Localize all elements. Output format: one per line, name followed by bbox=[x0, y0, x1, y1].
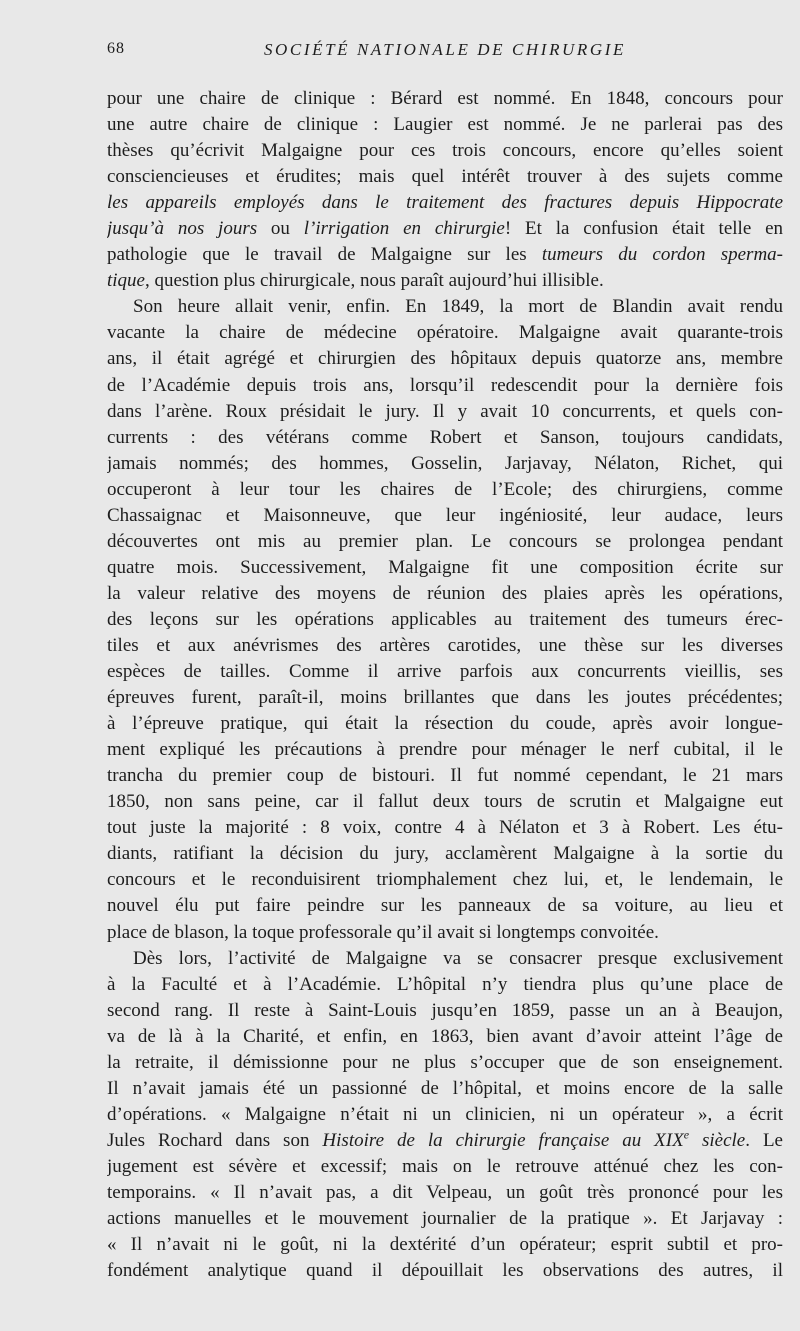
text-segment: tout juste la majorité : 8 voix, contre 4 à Nélaton et 3 à Robert. Les étu- bbox=[107, 817, 783, 839]
text-line bbox=[107, 841, 783, 867]
text-segment: jamais nommés; des hommes, Gosselin, Jarjavay, Nélaton, Richet, qui bbox=[107, 452, 783, 474]
text-segment: Jules Rochard dans son bbox=[107, 1129, 323, 1151]
text-segment: ! Et la confusion était telle en bbox=[504, 218, 783, 240]
text-line bbox=[107, 815, 783, 841]
text-segment: des leçons sur les opérations applicables au traitement des tumeurs érec- bbox=[107, 608, 783, 630]
text-segment: épreuves furent, paraît-il, moins brillantes que dans les joutes précédentes; bbox=[107, 687, 783, 709]
text-segment: Dès lors, l’activité de Malgaigne va se consacrer presque exclusivement bbox=[133, 947, 783, 969]
text-line bbox=[107, 789, 783, 815]
text-line bbox=[107, 1128, 783, 1154]
text-segment: la valeur relative des moyens de réunion des plaies après les opérations, bbox=[107, 582, 783, 604]
text-line bbox=[107, 320, 783, 346]
text-line bbox=[107, 346, 783, 372]
text-line bbox=[107, 112, 783, 138]
italic-text: les appareils employés dans le traitement des fractures depuis Hippocrate bbox=[107, 192, 783, 214]
text-line bbox=[107, 373, 783, 399]
text-line bbox=[107, 138, 783, 164]
italic-text: Histoire de la chirurgie française au XIX bbox=[322, 1129, 684, 1151]
text-line bbox=[107, 867, 783, 893]
text-line bbox=[107, 451, 783, 477]
text-line bbox=[107, 659, 783, 685]
text-segment: trancha du premier coup de bistouri. Il fut nommé cependant, le 21 mars bbox=[107, 765, 783, 787]
text-segment: vacante la chaire de médecine opératoire. Malgaigne avait quarante-trois bbox=[107, 322, 783, 344]
text-line bbox=[107, 633, 783, 659]
text-segment: nouvel élu put faire peindre sur les panneaux de sa voiture, au lieu et bbox=[107, 895, 783, 917]
text-segment: diants, ratifiant la décision du jury, acclamèrent Malgaigne à la sortie du bbox=[107, 843, 783, 865]
text-segment: place de blason, la toque professorale qu’il avait si longtemps convoitée. bbox=[107, 921, 659, 943]
text-line bbox=[107, 242, 783, 268]
text-segment: dans l’arène. Roux présidait le jury. Il y avait 10 concurrents, et quels con- bbox=[107, 400, 783, 422]
text-segment: de l’Académie depuis trois ans, lorsqu’il redescendit pour la dernière fois bbox=[107, 374, 783, 396]
text-line bbox=[107, 737, 783, 763]
text-line bbox=[107, 1232, 783, 1258]
text-segment: une autre chaire de clinique : Laugier est nommé. Je ne parlerai pas des bbox=[107, 114, 783, 136]
text-segment: pour une chaire de clinique : Bérard est nommé. En 1848, concours pour bbox=[107, 88, 783, 109]
text-segment: thèses qu’écrivit Malgaigne pour ces trois concours, encore qu’elles soient bbox=[107, 140, 783, 162]
text-segment: Il n’avait jamais été un passionné de l’hôpital, et moins encore de la salle bbox=[107, 1077, 783, 1099]
text-segment: ou bbox=[257, 218, 304, 240]
text-segment: second rang. Il reste à Saint-Louis jusqu’en 1859, passe un an à Beaujon, bbox=[107, 999, 783, 1021]
text-line bbox=[107, 1154, 783, 1180]
text-segment: ans, il était agrégé et chirurgien des hôpitaux depuis quatorze ans, membre bbox=[107, 348, 783, 370]
text-line bbox=[107, 946, 783, 972]
text-line bbox=[107, 685, 783, 711]
text-segment: 1850, non sans peine, car il fallut deux tours de scrutin et Malgaigne eut bbox=[107, 791, 783, 813]
text-line bbox=[107, 529, 783, 555]
text-segment: consciencieuses et érudites; mais quel intérêt trouver à des sujets comme bbox=[107, 166, 783, 188]
text-segment: à l’épreuve pratique, qui était la résection du coude, après avoir longue- bbox=[107, 713, 783, 735]
italic-text: l’irrigation en chirurgie bbox=[303, 218, 505, 240]
page-header bbox=[107, 40, 783, 66]
text-line bbox=[107, 477, 783, 503]
text-line bbox=[107, 1258, 783, 1284]
text-segment: temporains. « Il n’avait pas, a dit Velpeau, un goût très prononcé pour les bbox=[107, 1181, 783, 1203]
italic-text: jusqu’à nos jours bbox=[107, 218, 258, 240]
text-line bbox=[107, 893, 783, 919]
text-line bbox=[107, 86, 783, 112]
page-number: 68 bbox=[107, 40, 125, 57]
text-line bbox=[107, 920, 783, 946]
text-segment: « Il n’avait ni le goût, ni la dextérité d’un opérateur; esprit subtil et pro- bbox=[107, 1234, 783, 1256]
text-line bbox=[107, 190, 783, 216]
text-segment: quatre mois. Successivement, Malgaigne fit une composition écrite sur bbox=[107, 556, 783, 578]
text-line bbox=[107, 1102, 783, 1128]
text-line bbox=[107, 1050, 783, 1076]
body-text bbox=[107, 86, 783, 1284]
text-segment: Son heure allait venir, enfin. En 1849, la mort de Blandin avait rendu bbox=[133, 296, 783, 318]
text-line bbox=[107, 503, 783, 529]
text-segment: currents : des vétérans comme Robert et Sanson, toujours candidats, bbox=[107, 426, 783, 448]
text-line bbox=[107, 972, 783, 998]
text-line bbox=[107, 1180, 783, 1206]
text-line bbox=[107, 1024, 783, 1050]
text-line bbox=[107, 763, 783, 789]
text-segment: va de là à la Charité, et enfin, en 1863, bien avant d’avoir atteint l’âge de bbox=[107, 1025, 783, 1047]
text-line bbox=[107, 425, 783, 451]
text-segment: la retraite, il démissionne pour ne plus s’occuper que de son enseignement. bbox=[107, 1051, 783, 1073]
text-segment: pathologie que le travail de Malgaigne sur les bbox=[107, 244, 542, 266]
text-segment: . Le bbox=[745, 1129, 783, 1151]
italic-text: siècle bbox=[689, 1129, 746, 1151]
text-segment: , question plus chirurgicale, nous paraît aujourd’hui illisible. bbox=[145, 270, 604, 292]
text-line bbox=[107, 998, 783, 1024]
text-segment: occuperont à leur tour les chaires de l’Ecole; des chirurgiens, comme bbox=[107, 478, 783, 500]
text-line bbox=[107, 294, 783, 320]
text-segment: espèces de tailles. Comme il arrive parfois aux concurrents vieillis, ses bbox=[107, 661, 783, 683]
text-line bbox=[107, 268, 783, 294]
text-segment: découvertes ont mis au premier plan. Le concours se prolongea pendant bbox=[107, 530, 783, 552]
text-segment: Chassaignac et Maisonneuve, que leur ingéniosité, leur audace, leurs bbox=[107, 504, 783, 526]
text-line bbox=[107, 711, 783, 737]
text-segment: tiles et aux anévrismes des artères carotides, une thèse sur les diverses bbox=[107, 634, 783, 656]
text-segment: ment expliqué les précautions à prendre pour ménager le nerf cubital, il le bbox=[107, 739, 783, 761]
text-line bbox=[107, 164, 783, 190]
text-segment: à la Faculté et à l’Académie. L’hôpital n’y tiendra plus qu’une place de bbox=[107, 973, 783, 995]
text-line bbox=[107, 216, 783, 242]
text-line bbox=[107, 581, 783, 607]
italic-text: e bbox=[683, 1127, 690, 1142]
text-line bbox=[107, 607, 783, 633]
text-line bbox=[107, 399, 783, 425]
italic-text: tique bbox=[107, 270, 145, 292]
text-line bbox=[107, 1076, 783, 1102]
text-segment: jugement est sévère et excessif; mais on le retrouve atténué chez les con- bbox=[107, 1155, 783, 1177]
text-segment: d’opérations. « Malgaigne n’était ni un clinicien, ni un opérateur », a écrit bbox=[107, 1103, 783, 1125]
text-segment: actions manuelles et le mouvement journalier de la pratique ». Et Jarjavay : bbox=[107, 1208, 783, 1230]
text-segment: fondément analytique quand il dépouillait les observations des autres, il bbox=[107, 1260, 783, 1282]
text-segment: concours et le reconduisirent triomphalement chez lui, et, le lendemain, le bbox=[107, 869, 783, 891]
running-title: SOCIÉTÉ NATIONALE DE CHIRURGIE bbox=[263, 40, 627, 59]
text-line bbox=[107, 1206, 783, 1232]
text-line bbox=[107, 555, 783, 581]
italic-text: tumeurs du cordon sperma- bbox=[541, 244, 783, 266]
